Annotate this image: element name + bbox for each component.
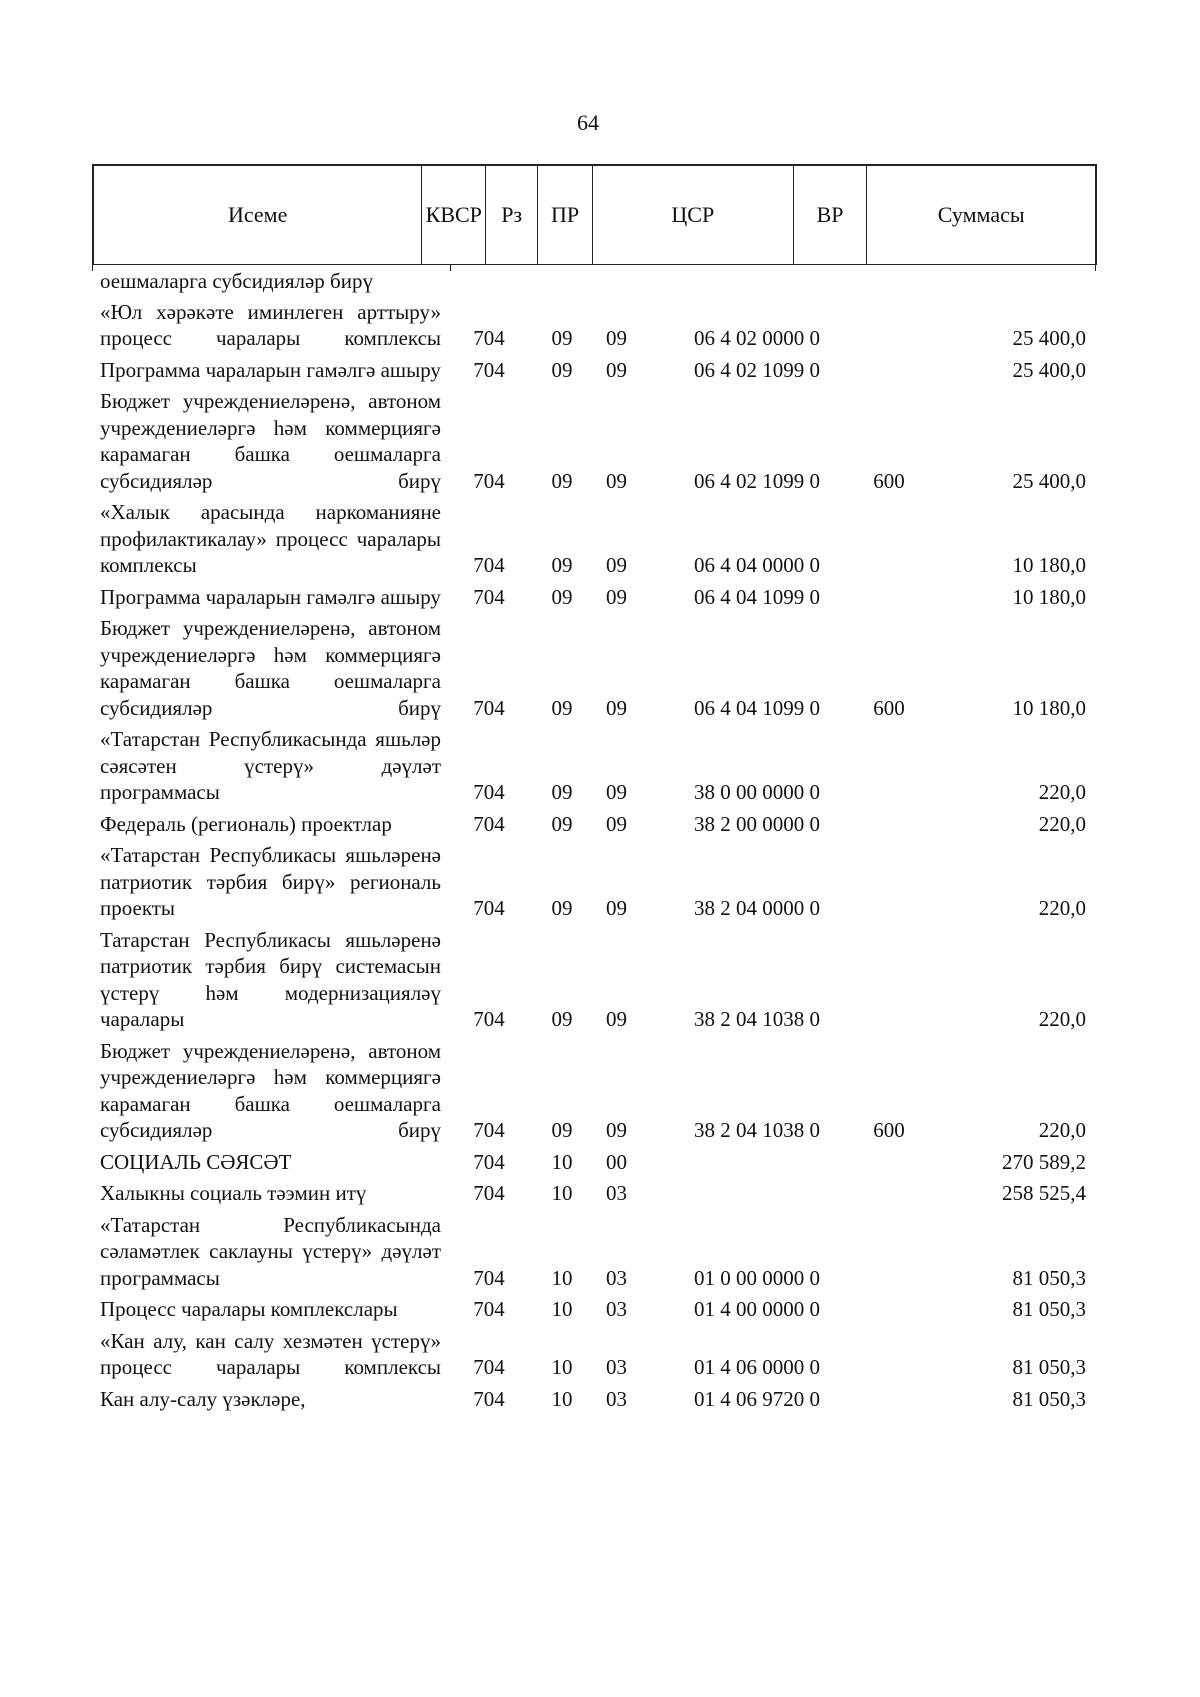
row-csr: 38 2 04 1038 0 <box>694 1118 820 1142</box>
row-kvsr: 704 <box>473 357 505 382</box>
row-csr: 06 4 04 1099 0 <box>694 584 820 609</box>
row-pr: 09 <box>606 1118 627 1142</box>
row-sum: 25 400,0 <box>1012 357 1086 382</box>
row-kvsr: 704 <box>473 1007 505 1031</box>
row-name: «Юл хәрәкәте иминлеген арттыру» процесс чаралары комплексы <box>100 299 441 350</box>
row-sum: 10 180,0 <box>1012 584 1086 609</box>
header-vr: ВР <box>794 166 868 264</box>
row-sum: 220,0 <box>1038 780 1086 804</box>
row-csr: 06 4 04 1099 0 <box>694 695 820 720</box>
row-pr: 00 <box>606 1149 627 1174</box>
row-rz: 09 <box>551 584 573 609</box>
row-rz: 10 <box>551 1181 573 1205</box>
row-pr: 03 <box>606 1297 627 1321</box>
row-kvsr: 704 <box>473 553 505 577</box>
row-kvsr: 704 <box>473 326 505 350</box>
row-vr: 600 <box>873 468 905 493</box>
row-name: «Халык арасында наркоманияне профилактикалау» процесс чаралары комплексы <box>100 500 441 577</box>
row-name: «Татарстан Республикасы яшьләренә патриотик тәрбия бирү» региональ проекты <box>100 843 441 920</box>
row-kvsr: 704 <box>473 1149 505 1174</box>
row-sum: 81 050,3 <box>1012 1297 1086 1321</box>
row-rz: 09 <box>551 695 573 720</box>
table-row <box>100 388 1100 494</box>
row-rz: 09 <box>551 326 573 350</box>
row-name: Федераль (региональ) проектлар <box>100 811 392 836</box>
row-pr: 09 <box>606 780 627 804</box>
row-rz: 10 <box>551 1355 573 1379</box>
table-row <box>100 268 1100 295</box>
table-left-edge <box>92 265 93 271</box>
row-csr: 01 0 00 0000 0 <box>694 1265 820 1290</box>
row-name: Татарстан Республикасы яшьләренә патриотик тәрбия бирү системасын үстерү һәм модернизацияләү чаралары <box>100 927 441 1031</box>
table-row <box>100 299 1100 352</box>
row-rz: 10 <box>551 1149 573 1174</box>
row-sum: 10 180,0 <box>1012 695 1086 720</box>
row-rz: 09 <box>551 1118 573 1142</box>
row-pr: 09 <box>606 326 627 350</box>
row-csr: 38 0 00 0000 0 <box>694 780 820 804</box>
row-pr: 09 <box>606 1007 627 1031</box>
row-pr: 03 <box>606 1386 627 1411</box>
row-name: Бюджет учреждениеләренә, автоном учреждениеләргә һәм коммерциягә карамаган башка оешмаларга субсидияләр бирү <box>100 1038 441 1142</box>
table-row <box>100 842 1100 922</box>
row-sum: 25 400,0 <box>1012 326 1086 350</box>
header-csr: ЦСР <box>593 166 794 264</box>
table-row <box>100 584 1100 611</box>
row-name: «Кан алу, кан салу хезмәтен үстерү» процесс чаралары комплексы <box>100 1328 441 1379</box>
row-pr: 09 <box>606 553 627 577</box>
row-sum: 220,0 <box>1038 896 1086 920</box>
row-rz: 09 <box>551 1007 573 1031</box>
row-csr: 06 4 02 0000 0 <box>694 326 820 350</box>
row-pr: 03 <box>606 1181 627 1205</box>
row-name: Бюджет учреждениеләренә, автоном учреждениеләргә һәм коммерциягә карамаган башка оешмаларга субсидияләр бирү <box>100 389 441 493</box>
table-row <box>100 1038 1100 1144</box>
row-csr: 06 4 04 0000 0 <box>694 553 820 577</box>
row-pr: 09 <box>606 896 627 920</box>
header-sum: Суммасы <box>937 202 1025 227</box>
row-kvsr: 704 <box>473 695 505 720</box>
row-pr: 09 <box>606 468 627 493</box>
row-csr: 01 4 06 0000 0 <box>694 1355 820 1379</box>
table-row <box>100 1296 1100 1323</box>
row-rz: 10 <box>551 1265 573 1290</box>
row-name: «Татарстан Республикасында яшьләр сәясәтен үстерү» дәүләт программасы <box>100 727 441 804</box>
row-sum: 258 525,4 <box>1002 1181 1086 1205</box>
table-row <box>100 1328 1100 1381</box>
row-rz: 09 <box>551 357 573 382</box>
table-row <box>100 726 1100 806</box>
table-row <box>100 1180 1100 1207</box>
row-sum: 81 050,3 <box>1012 1386 1086 1411</box>
table-row <box>100 927 1100 1033</box>
row-kvsr: 704 <box>473 1297 505 1321</box>
row-vr: 600 <box>873 1118 905 1142</box>
row-csr: 01 4 00 0000 0 <box>694 1297 820 1321</box>
row-sum: 220,0 <box>1038 1007 1086 1031</box>
row-csr: 06 4 02 1099 0 <box>694 468 820 493</box>
header-rz: Рз <box>486 166 538 264</box>
row-name: Бюджет учреждениеләренә, автоном учреждениеләргә һәм коммерциягә карамаган башка оешмаларга субсидияләр бирү <box>100 616 441 720</box>
row-vr: 600 <box>873 695 905 720</box>
row-name: «Татарстан Республикасында сәламәтлек саклауны үстерү» дәүләт программасы <box>100 1212 441 1290</box>
row-kvsr: 704 <box>473 468 505 493</box>
row-pr: 09 <box>606 357 627 382</box>
row-sum: 220,0 <box>1038 1118 1086 1142</box>
table-row <box>100 1149 1100 1176</box>
header-name: Исеме <box>94 166 422 264</box>
table-row <box>100 1212 1100 1292</box>
row-pr: 09 <box>606 584 627 609</box>
row-pr: 03 <box>606 1355 627 1379</box>
row-rz: 09 <box>551 780 573 804</box>
row-name: оешмаларга субсидияләр бирү <box>100 269 373 293</box>
table-row <box>100 811 1100 838</box>
row-name: СОЦИАЛЬ СӘЯСӘТ <box>100 1149 292 1174</box>
table-body <box>100 268 1100 1417</box>
table-row <box>100 1386 1100 1413</box>
row-sum: 270 589,2 <box>1002 1149 1086 1174</box>
row-rz: 10 <box>551 1297 573 1321</box>
table-row <box>100 615 1100 721</box>
table-header <box>92 164 1097 265</box>
row-rz: 09 <box>551 468 573 493</box>
header-pr: ПР <box>538 166 593 264</box>
row-kvsr: 704 <box>473 1181 505 1205</box>
row-csr: 38 2 04 1038 0 <box>694 1007 820 1031</box>
row-csr: 38 2 04 0000 0 <box>694 896 820 920</box>
row-csr: 38 2 00 0000 0 <box>694 811 820 836</box>
row-kvsr: 704 <box>473 896 505 920</box>
row-name: Процесс чаралары комплекслары <box>100 1297 398 1321</box>
row-sum: 81 050,3 <box>1012 1265 1086 1290</box>
row-kvsr: 704 <box>473 780 505 804</box>
row-name: Халыкны социаль тәэмин итү <box>100 1181 367 1205</box>
row-rz: 09 <box>551 553 573 577</box>
row-name: Кан алу-салу үзәкләре, <box>100 1386 306 1411</box>
row-rz: 09 <box>551 811 573 836</box>
row-rz: 10 <box>551 1386 573 1411</box>
row-csr: 06 4 02 1099 0 <box>694 357 820 382</box>
row-pr: 03 <box>606 1265 627 1290</box>
row-pr: 09 <box>606 695 627 720</box>
row-sum: 10 180,0 <box>1012 553 1086 577</box>
table-row <box>100 499 1100 579</box>
row-sum: 220,0 <box>1038 811 1086 836</box>
page-number: 64 <box>577 110 599 135</box>
header-kvsr: КВСР <box>422 166 486 264</box>
row-name: Программа чараларын гамәлгә ашыру <box>100 357 441 382</box>
row-csr: 01 4 06 9720 0 <box>694 1386 820 1411</box>
row-pr: 09 <box>606 811 627 836</box>
row-kvsr: 704 <box>473 1386 505 1411</box>
row-kvsr: 704 <box>473 811 505 836</box>
row-kvsr: 704 <box>473 584 505 609</box>
row-kvsr: 704 <box>473 1118 505 1142</box>
row-sum: 25 400,0 <box>1012 468 1086 493</box>
table-row <box>100 357 1100 384</box>
row-rz: 09 <box>551 896 573 920</box>
row-kvsr: 704 <box>473 1355 505 1379</box>
row-name: Программа чараларын гамәлгә ашыру <box>100 584 441 609</box>
row-kvsr: 704 <box>473 1265 505 1290</box>
row-sum: 81 050,3 <box>1012 1355 1086 1379</box>
